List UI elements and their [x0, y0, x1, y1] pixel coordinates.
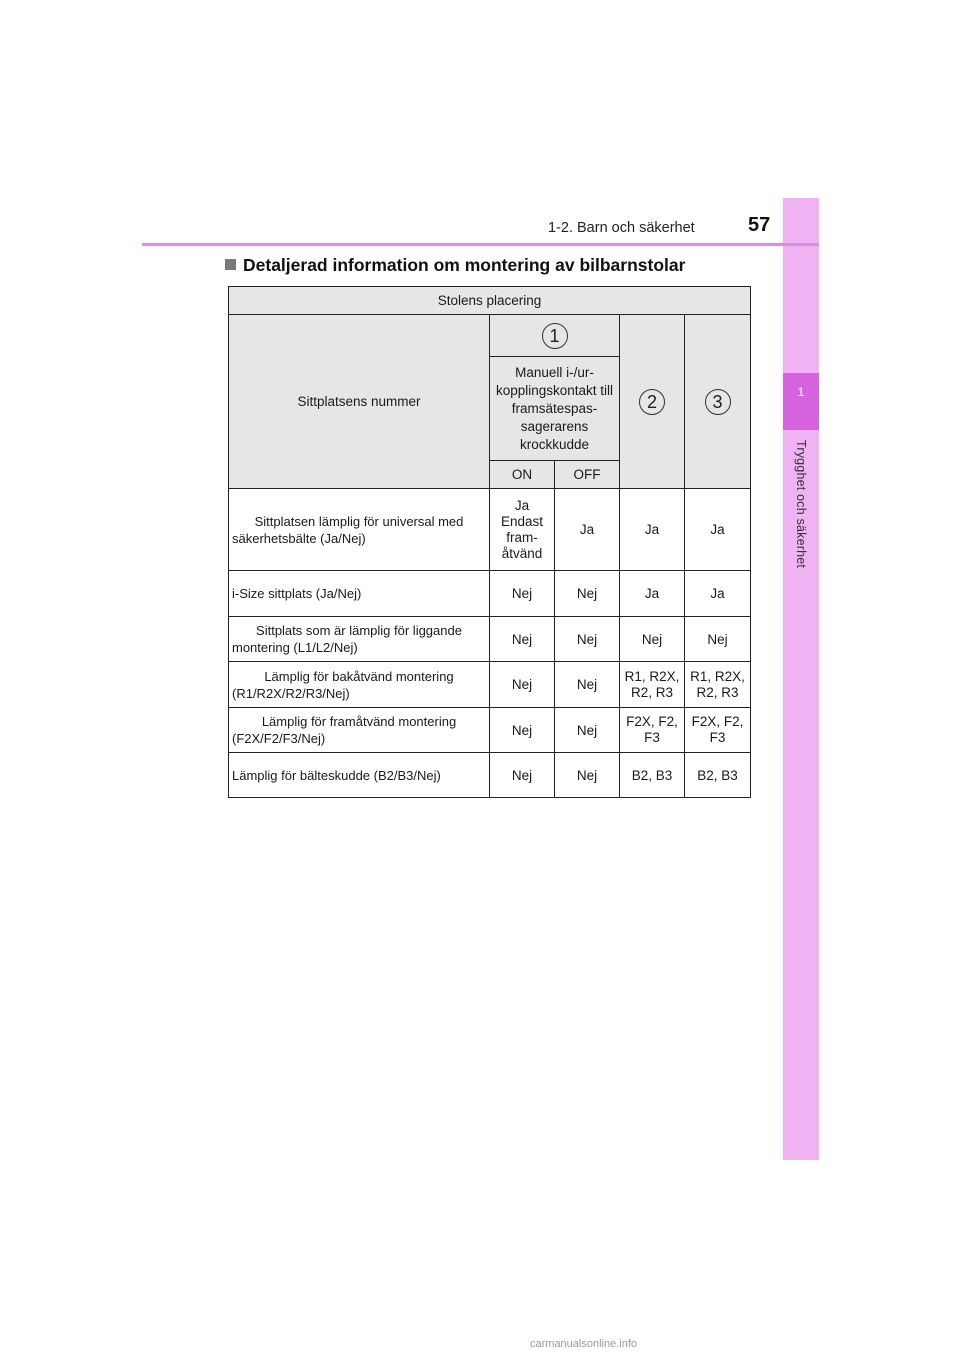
seat-2-number: 2 — [639, 389, 665, 415]
table-row — [229, 489, 751, 571]
side-tab-strip — [783, 198, 819, 1160]
row-label: Lämplig för bakåtvänd montering (R1/R2X/R2/R3/Nej) — [229, 662, 490, 708]
table-row — [229, 708, 751, 753]
cell-seat-2: Ja — [620, 489, 685, 571]
cell-seat-2: R1, R2X, R2, R3 — [620, 662, 685, 708]
table-header-row — [229, 315, 751, 357]
chapter-title: Trygghet och säkerhet — [794, 440, 808, 569]
table-row — [229, 662, 751, 708]
cell-off: Nej — [555, 571, 620, 617]
airbag-switch-header: Manuell i-/ur-kopplingskontakt till framsätespas-sagerarens krockkudde — [490, 357, 620, 461]
cell-off: Nej — [555, 753, 620, 798]
header-placement: Stolens placering — [229, 287, 751, 315]
header-seat-number: Sittplatsens nummer — [229, 315, 490, 489]
cell-seat-3: Ja — [685, 571, 751, 617]
row-label: i-Size sittplats (Ja/Nej) — [229, 571, 490, 617]
section-title — [225, 255, 685, 276]
seat-1-cell — [490, 315, 620, 357]
row-label: Lämplig för framåtvänd montering (F2X/F2/F3/Nej) — [229, 708, 490, 753]
cell-off: Ja — [555, 489, 620, 571]
cell-on: Nej — [490, 753, 555, 798]
cell-on: Nej — [490, 708, 555, 753]
cell-off: Nej — [555, 662, 620, 708]
table-header-row — [229, 287, 751, 315]
header-off: OFF — [555, 461, 620, 489]
seat-3-number: 3 — [705, 389, 731, 415]
seat-info-table — [228, 286, 751, 798]
row-label: Lämplig för bälteskudde (B2/B3/Nej) — [229, 753, 490, 798]
cell-seat-2: Nej — [620, 617, 685, 662]
seat-1-number: 1 — [542, 323, 568, 349]
cell-seat-3: Nej — [685, 617, 751, 662]
cell-off: Nej — [555, 617, 620, 662]
header-on: ON — [490, 461, 555, 489]
footer-watermark: carmanualsonline.info — [530, 1338, 638, 1350]
cell-on: Nej — [490, 662, 555, 708]
row-label: Sittplats som är lämplig för liggande montering (L1/L2/Nej) — [229, 617, 490, 662]
cell-seat-2: Ja — [620, 571, 685, 617]
cell-seat-3: Ja — [685, 489, 751, 571]
cell-on: Nej — [490, 617, 555, 662]
seat-2-cell — [620, 315, 685, 489]
square-bullet-icon — [225, 259, 236, 270]
header-section: 1-2. Barn och säkerhet — [548, 220, 695, 236]
row-label: Sittplatsen lämplig för universal med säkerhetsbälte (Ja/Nej) — [229, 489, 490, 571]
section-title-text: Detaljerad information om montering av bilbarnstolar — [243, 255, 686, 275]
header-rule — [142, 243, 819, 246]
table-row — [229, 571, 751, 617]
cell-on: Ja Endast fram-åtvänd — [490, 489, 555, 571]
table-row — [229, 753, 751, 798]
chapter-number: 1 — [797, 385, 805, 399]
cell-seat-3: F2X, F2, F3 — [685, 708, 751, 753]
seat-3-cell — [685, 315, 751, 489]
cell-off: Nej — [555, 708, 620, 753]
cell-on: Nej — [490, 571, 555, 617]
side-tab-active-chapter[interactable] — [783, 373, 819, 430]
cell-seat-3: B2, B3 — [685, 753, 751, 798]
page-number: 57 — [748, 214, 771, 236]
cell-seat-2: F2X, F2, F3 — [620, 708, 685, 753]
cell-seat-2: B2, B3 — [620, 753, 685, 798]
cell-seat-3: R1, R2X, R2, R3 — [685, 662, 751, 708]
table-row — [229, 617, 751, 662]
